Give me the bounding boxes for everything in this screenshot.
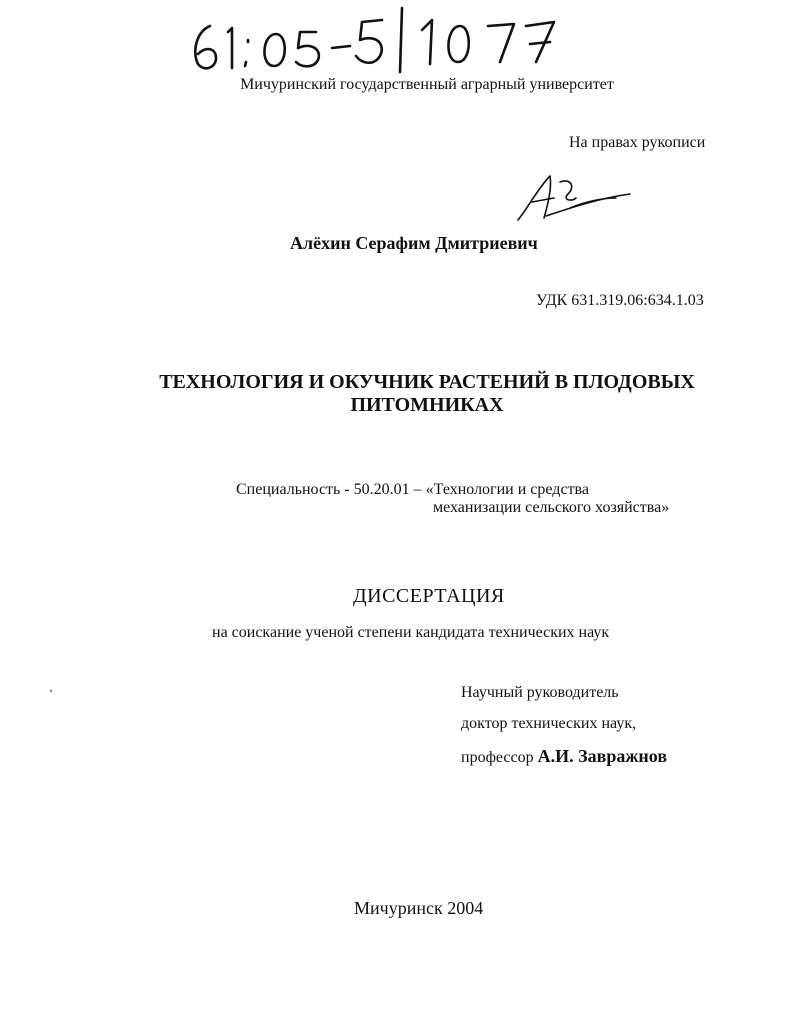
title-line-1: ТЕХНОЛОГИЯ И ОКУЧНИК РАСТЕНИЙ В ПЛОДОВЫХ bbox=[159, 371, 695, 393]
scan-speck bbox=[50, 690, 52, 692]
dissertation-title bbox=[0, 371, 794, 417]
document-type: ДИССЕРТАЦИЯ bbox=[353, 585, 505, 607]
author-name: Алёхин Серафим Дмитриевич bbox=[290, 233, 538, 253]
udc-code: УДК 631.319.06:634.1.03 bbox=[536, 292, 704, 309]
advisor-name: А.И. Завражнов bbox=[537, 746, 668, 766]
advisor-role: Научный руководитель bbox=[461, 684, 619, 701]
advisor-degree: доктор технических наук, bbox=[461, 715, 637, 732]
advisor-title: профессор bbox=[461, 749, 534, 766]
title-line-2: ПИТОМНИКАХ bbox=[350, 394, 504, 416]
specialty-line-2: механизации сельского хозяйства» bbox=[433, 499, 670, 516]
university-name: Мичуринский государственный аграрный университет bbox=[240, 76, 614, 93]
handwritten-archive-number bbox=[188, 4, 568, 74]
specialty-line-1: Специальность - 50.20.01 – «Технологии и средства bbox=[236, 481, 589, 498]
advisor-title-name bbox=[461, 746, 667, 767]
manuscript-rights-note: На правах рукописи bbox=[569, 134, 706, 151]
city-year: Мичуринск 2004 bbox=[354, 898, 484, 918]
author-signature bbox=[510, 168, 635, 228]
degree-statement: на соискание ученой степени кандидата технических наук bbox=[212, 624, 610, 641]
